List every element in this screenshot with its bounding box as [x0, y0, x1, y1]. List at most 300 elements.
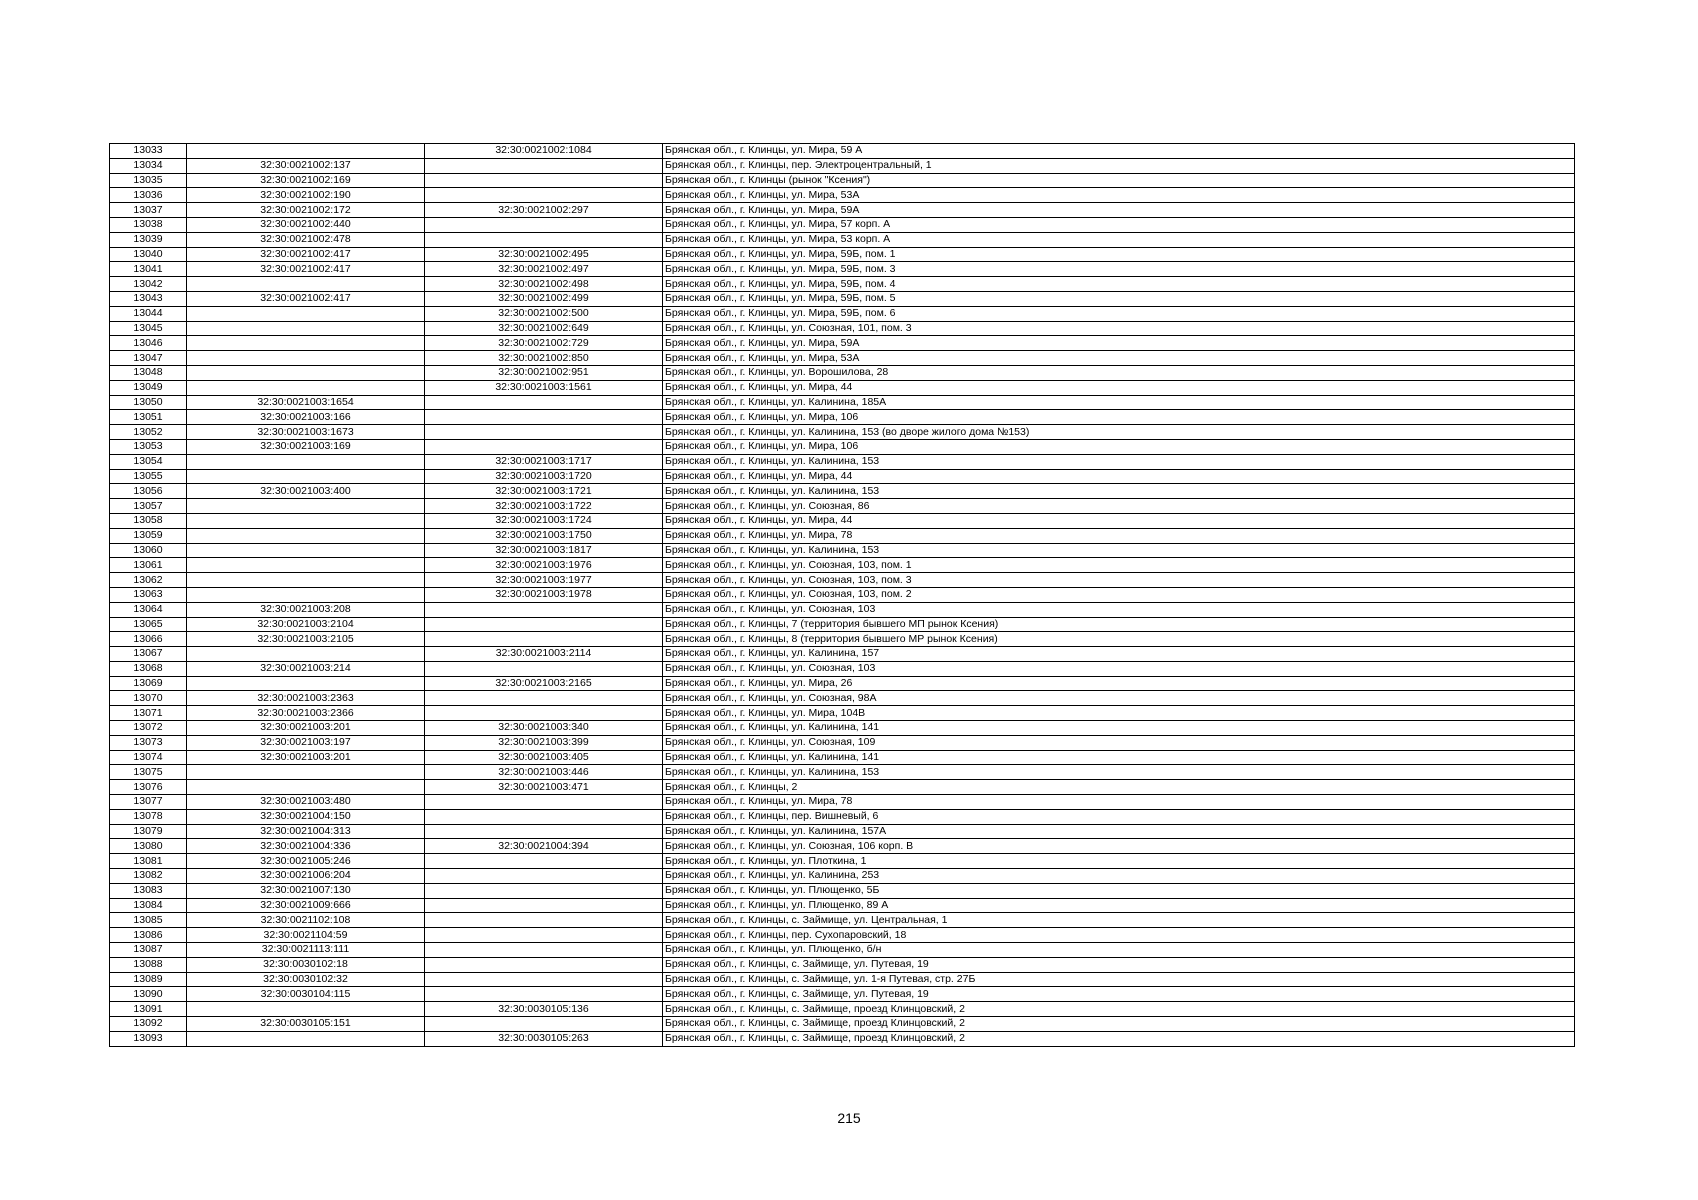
row-number-cell: 13088 — [110, 957, 187, 972]
parcel-cadastral-number-cell — [187, 469, 425, 484]
page-number: 215 — [837, 1110, 861, 1126]
parcel-cadastral-number-cell: 32:30:0021002:417 — [187, 247, 425, 262]
row-number-cell: 13044 — [110, 306, 187, 321]
building-cadastral-number-cell: 32:30:0021003:405 — [425, 750, 663, 765]
building-cadastral-number-cell — [425, 957, 663, 972]
parcel-cadastral-number-cell: 32:30:0021002:440 — [187, 217, 425, 232]
table-row — [110, 943, 1575, 958]
address-cell: Брянская обл., г. Клинцы, ул. Мира, 59А — [663, 336, 1575, 351]
building-cadastral-number-cell — [425, 188, 663, 203]
address-cell: Брянская обл., г. Клинцы, ул. Мира, 59 А — [663, 144, 1575, 159]
address-cell: Брянская обл., г. Клинцы, пер. Электроцентральный, 1 — [663, 158, 1575, 173]
parcel-cadastral-number-cell: 32:30:0021003:400 — [187, 484, 425, 499]
table-row — [110, 173, 1575, 188]
building-cadastral-number-cell: 32:30:0021003:1977 — [425, 573, 663, 588]
table-row — [110, 454, 1575, 469]
building-cadastral-number-cell — [425, 928, 663, 943]
parcel-cadastral-number-cell: 32:30:0021003:2363 — [187, 691, 425, 706]
table-row — [110, 528, 1575, 543]
table-row — [110, 499, 1575, 514]
building-cadastral-number-cell: 32:30:0021003:2114 — [425, 647, 663, 662]
row-number-cell: 13083 — [110, 883, 187, 898]
building-cadastral-number-cell: 32:30:0021003:1721 — [425, 484, 663, 499]
address-cell: Брянская обл., г. Клинцы, ул. Калинина, 153 — [663, 454, 1575, 469]
row-number-cell: 13061 — [110, 558, 187, 573]
building-cadastral-number-cell — [425, 854, 663, 869]
row-number-cell: 13062 — [110, 573, 187, 588]
row-number-cell: 13067 — [110, 647, 187, 662]
parcel-cadastral-number-cell: 32:30:0030102:18 — [187, 957, 425, 972]
address-cell: Брянская обл., г. Клинцы, пер. Сухопаровский, 18 — [663, 928, 1575, 943]
table-row — [110, 898, 1575, 913]
address-cell: Брянская обл., г. Клинцы, ул. Мира, 78 — [663, 795, 1575, 810]
row-number-cell: 13066 — [110, 632, 187, 647]
table-row — [110, 484, 1575, 499]
parcel-cadastral-number-cell — [187, 1031, 425, 1046]
parcel-cadastral-number-cell: 32:30:0021002:417 — [187, 262, 425, 277]
table-row — [110, 972, 1575, 987]
parcel-cadastral-number-cell — [187, 573, 425, 588]
row-number-cell: 13073 — [110, 735, 187, 750]
table-row — [110, 676, 1575, 691]
address-cell: Брянская обл., г. Клинцы, ул. Мира, 59А — [663, 203, 1575, 218]
address-cell: Брянская обл., г. Клинцы, ул. Плющенко, 89 А — [663, 898, 1575, 913]
row-number-cell: 13039 — [110, 232, 187, 247]
building-cadastral-number-cell — [425, 410, 663, 425]
table-row — [110, 706, 1575, 721]
table-row — [110, 513, 1575, 528]
address-cell: Брянская обл., г. Клинцы, ул. Мира, 44 — [663, 380, 1575, 395]
building-cadastral-number-cell: 32:30:0021002:499 — [425, 291, 663, 306]
parcel-cadastral-number-cell: 32:30:0021004:150 — [187, 809, 425, 824]
parcel-cadastral-number-cell — [187, 513, 425, 528]
address-cell: Брянская обл., г. Клинцы, ул. Калинина, 153 (во дворе жилого дома №153) — [663, 425, 1575, 440]
table-row — [110, 913, 1575, 928]
row-number-cell: 13086 — [110, 928, 187, 943]
building-cadastral-number-cell: 32:30:0021003:1720 — [425, 469, 663, 484]
address-cell: Брянская обл., г. Клинцы, ул. Союзная, 103 — [663, 661, 1575, 676]
table-row — [110, 795, 1575, 810]
building-cadastral-number-cell: 32:30:0021002:649 — [425, 321, 663, 336]
address-cell: Брянская обл., г. Клинцы, ул. Мира, 59Б, пом. 1 — [663, 247, 1575, 262]
address-cell: Брянская обл., г. Клинцы, ул. Плющенко, 5Б — [663, 883, 1575, 898]
row-number-cell: 13069 — [110, 676, 187, 691]
address-cell: Брянская обл., г. Клинцы, ул. Мира, 59Б, пом. 5 — [663, 291, 1575, 306]
table-row — [110, 854, 1575, 869]
table-row — [110, 291, 1575, 306]
address-cell: Брянская обл., г. Клинцы, ул. Союзная, 106 корп. В — [663, 839, 1575, 854]
address-cell: Брянская обл., г. Клинцы, пер. Вишневый, 6 — [663, 809, 1575, 824]
row-number-cell: 13048 — [110, 365, 187, 380]
table-row — [110, 380, 1575, 395]
building-cadastral-number-cell: 32:30:0021002:498 — [425, 277, 663, 292]
address-cell: Брянская обл., г. Клинцы, ул. Мира, 53 корп. А — [663, 232, 1575, 247]
row-number-cell: 13065 — [110, 617, 187, 632]
parcel-cadastral-number-cell: 32:30:0021002:137 — [187, 158, 425, 173]
building-cadastral-number-cell: 32:30:0021003:2165 — [425, 676, 663, 691]
row-number-cell: 13045 — [110, 321, 187, 336]
address-cell: Брянская обл., г. Клинцы, ул. Мира, 104В — [663, 706, 1575, 721]
table-row — [110, 425, 1575, 440]
parcel-cadastral-number-cell — [187, 647, 425, 662]
address-cell: Брянская обл., г. Клинцы, ул. Мира, 26 — [663, 676, 1575, 691]
table-row — [110, 957, 1575, 972]
row-number-cell: 13056 — [110, 484, 187, 499]
building-cadastral-number-cell — [425, 439, 663, 454]
row-number-cell: 13035 — [110, 173, 187, 188]
parcel-cadastral-number-cell — [187, 780, 425, 795]
address-cell: Брянская обл., г. Клинцы, ул. Ворошилова, 28 — [663, 365, 1575, 380]
building-cadastral-number-cell — [425, 795, 663, 810]
table-row — [110, 188, 1575, 203]
table-row — [110, 232, 1575, 247]
building-cadastral-number-cell: 32:30:0021003:1561 — [425, 380, 663, 395]
parcel-cadastral-number-cell — [187, 365, 425, 380]
address-cell: Брянская обл., г. Клинцы, ул. Мира, 59Б, пом. 3 — [663, 262, 1575, 277]
table-row — [110, 558, 1575, 573]
building-cadastral-number-cell — [425, 661, 663, 676]
table-row — [110, 217, 1575, 232]
row-number-cell: 13054 — [110, 454, 187, 469]
address-cell: Брянская обл., г. Клинцы, ул. Союзная, 103 — [663, 602, 1575, 617]
address-cell: Брянская обл., г. Клинцы, ул. Калинина, 157А — [663, 824, 1575, 839]
address-cell: Брянская обл., г. Клинцы, ул. Калинина, 141 — [663, 721, 1575, 736]
building-cadastral-number-cell — [425, 232, 663, 247]
table-row — [110, 661, 1575, 676]
parcel-cadastral-number-cell: 32:30:0021003:480 — [187, 795, 425, 810]
row-number-cell: 13050 — [110, 395, 187, 410]
table-row — [110, 262, 1575, 277]
row-number-cell: 13082 — [110, 869, 187, 884]
address-cell: Брянская обл., г. Клинцы, ул. Мира, 106 — [663, 439, 1575, 454]
table-row — [110, 809, 1575, 824]
building-cadastral-number-cell: 32:30:0021003:1722 — [425, 499, 663, 514]
building-cadastral-number-cell — [425, 972, 663, 987]
table-row — [110, 1017, 1575, 1032]
address-cell: Брянская обл., г. Клинцы, с. Займище, проезд Клинцовский, 2 — [663, 1002, 1575, 1017]
parcel-cadastral-number-cell: 32:30:0021007:130 — [187, 883, 425, 898]
row-number-cell: 13051 — [110, 410, 187, 425]
table-row — [110, 395, 1575, 410]
building-cadastral-number-cell: 32:30:0021002:497 — [425, 262, 663, 277]
row-number-cell: 13064 — [110, 602, 187, 617]
address-cell: Брянская обл., г. Клинцы, ул. Союзная, 86 — [663, 499, 1575, 514]
parcel-cadastral-number-cell: 32:30:0021003:214 — [187, 661, 425, 676]
parcel-cadastral-number-cell: 32:30:0021002:172 — [187, 203, 425, 218]
parcel-cadastral-number-cell: 32:30:0021003:2105 — [187, 632, 425, 647]
table-row — [110, 602, 1575, 617]
building-cadastral-number-cell: 32:30:0021002:1084 — [425, 144, 663, 159]
building-cadastral-number-cell: 32:30:0021002:951 — [425, 365, 663, 380]
row-number-cell: 13040 — [110, 247, 187, 262]
row-number-cell: 13092 — [110, 1017, 187, 1032]
row-number-cell: 13046 — [110, 336, 187, 351]
parcel-cadastral-number-cell: 32:30:0021009:666 — [187, 898, 425, 913]
row-number-cell: 13078 — [110, 809, 187, 824]
row-number-cell: 13041 — [110, 262, 187, 277]
address-cell: Брянская обл., г. Клинцы, с. Займище, проезд Клинцовский, 2 — [663, 1017, 1575, 1032]
row-number-cell: 13090 — [110, 987, 187, 1002]
building-cadastral-number-cell: 32:30:0021003:340 — [425, 721, 663, 736]
parcel-cadastral-number-cell: 32:30:0021003:1654 — [187, 395, 425, 410]
table-row — [110, 987, 1575, 1002]
address-cell: Брянская обл., г. Клинцы, с. Займище, ул. Центральная, 1 — [663, 913, 1575, 928]
table-row — [110, 247, 1575, 262]
table-row — [110, 469, 1575, 484]
parcel-cadastral-number-cell: 32:30:0021002:169 — [187, 173, 425, 188]
parcel-cadastral-number-cell — [187, 380, 425, 395]
address-cell: Брянская обл., г. Клинцы, ул. Калинина, 253 — [663, 869, 1575, 884]
table-row — [110, 750, 1575, 765]
building-cadastral-number-cell: 32:30:0021003:1717 — [425, 454, 663, 469]
table-row — [110, 277, 1575, 292]
row-number-cell: 13049 — [110, 380, 187, 395]
row-number-cell: 13077 — [110, 795, 187, 810]
parcel-cadastral-number-cell — [187, 543, 425, 558]
parcel-cadastral-number-cell: 32:30:0030102:32 — [187, 972, 425, 987]
address-cell: Брянская обл., г. Клинцы (рынок "Ксения") — [663, 173, 1575, 188]
parcel-cadastral-number-cell — [187, 676, 425, 691]
parcel-cadastral-number-cell — [187, 587, 425, 602]
building-cadastral-number-cell: 32:30:0021002:850 — [425, 351, 663, 366]
building-cadastral-number-cell — [425, 943, 663, 958]
parcel-cadastral-number-cell — [187, 277, 425, 292]
building-cadastral-number-cell: 32:30:0021002:495 — [425, 247, 663, 262]
row-number-cell: 13085 — [110, 913, 187, 928]
parcel-cadastral-number-cell — [187, 499, 425, 514]
table-row — [110, 721, 1575, 736]
building-cadastral-number-cell: 32:30:0021003:1750 — [425, 528, 663, 543]
table-row — [110, 617, 1575, 632]
row-number-cell: 13070 — [110, 691, 187, 706]
row-number-cell: 13071 — [110, 706, 187, 721]
row-number-cell: 13055 — [110, 469, 187, 484]
parcel-cadastral-number-cell: 32:30:0021003:2104 — [187, 617, 425, 632]
building-cadastral-number-cell: 32:30:0021003:471 — [425, 780, 663, 795]
building-cadastral-number-cell: 32:30:0030105:263 — [425, 1031, 663, 1046]
registry-table-body — [110, 144, 1575, 1047]
row-number-cell: 13087 — [110, 943, 187, 958]
address-cell: Брянская обл., г. Клинцы, ул. Калинина, 157 — [663, 647, 1575, 662]
building-cadastral-number-cell: 32:30:0021003:1976 — [425, 558, 663, 573]
parcel-cadastral-number-cell — [187, 765, 425, 780]
row-number-cell: 13063 — [110, 587, 187, 602]
table-row — [110, 928, 1575, 943]
parcel-cadastral-number-cell — [187, 558, 425, 573]
row-number-cell: 13058 — [110, 513, 187, 528]
address-cell: Брянская обл., г. Клинцы, с. Займище, ул. 1-я Путевая, стр. 27Б — [663, 972, 1575, 987]
address-cell: Брянская обл., г. Клинцы, ул. Мира, 106 — [663, 410, 1575, 425]
building-cadastral-number-cell — [425, 691, 663, 706]
parcel-cadastral-number-cell: 32:30:0021006:204 — [187, 869, 425, 884]
building-cadastral-number-cell — [425, 706, 663, 721]
table-row — [110, 869, 1575, 884]
row-number-cell: 13043 — [110, 291, 187, 306]
row-number-cell: 13038 — [110, 217, 187, 232]
building-cadastral-number-cell — [425, 158, 663, 173]
address-cell: Брянская обл., г. Клинцы, ул. Союзная, 103, пом. 2 — [663, 587, 1575, 602]
address-cell: Брянская обл., г. Клинцы, ул. Союзная, 103, пом. 1 — [663, 558, 1575, 573]
address-cell: Брянская обл., г. Клинцы, ул. Союзная, 101, пом. 3 — [663, 321, 1575, 336]
row-number-cell: 13047 — [110, 351, 187, 366]
address-cell: Брянская обл., г. Клинцы, ул. Калинина, 153 — [663, 765, 1575, 780]
address-cell: Брянская обл., г. Клинцы, ул. Калинина, 141 — [663, 750, 1575, 765]
address-cell: Брянская обл., г. Клинцы, 7 (территория бывшего МП рынок Ксения) — [663, 617, 1575, 632]
building-cadastral-number-cell — [425, 987, 663, 1002]
building-cadastral-number-cell — [425, 632, 663, 647]
registry-table — [109, 143, 1575, 1047]
address-cell: Брянская обл., г. Клинцы, ул. Союзная, 103, пом. 3 — [663, 573, 1575, 588]
address-cell: Брянская обл., г. Клинцы, ул. Мира, 78 — [663, 528, 1575, 543]
building-cadastral-number-cell — [425, 395, 663, 410]
address-cell: Брянская обл., г. Клинцы, ул. Плоткина, 1 — [663, 854, 1575, 869]
address-cell: Брянская обл., г. Клинцы, ул. Калинина, 153 — [663, 484, 1575, 499]
table-row — [110, 1031, 1575, 1046]
address-cell: Брянская обл., г. Клинцы, ул. Мира, 44 — [663, 469, 1575, 484]
row-number-cell: 13079 — [110, 824, 187, 839]
building-cadastral-number-cell: 32:30:0030105:136 — [425, 1002, 663, 1017]
building-cadastral-number-cell — [425, 809, 663, 824]
table-row — [110, 647, 1575, 662]
parcel-cadastral-number-cell: 32:30:0021002:417 — [187, 291, 425, 306]
parcel-cadastral-number-cell — [187, 1002, 425, 1017]
parcel-cadastral-number-cell: 32:30:0021003:197 — [187, 735, 425, 750]
parcel-cadastral-number-cell: 32:30:0030104:115 — [187, 987, 425, 1002]
row-number-cell: 13052 — [110, 425, 187, 440]
row-number-cell: 13072 — [110, 721, 187, 736]
table-row — [110, 158, 1575, 173]
parcel-cadastral-number-cell: 32:30:0021002:478 — [187, 232, 425, 247]
parcel-cadastral-number-cell — [187, 528, 425, 543]
row-number-cell: 13091 — [110, 1002, 187, 1017]
table-row — [110, 587, 1575, 602]
table-row — [110, 144, 1575, 159]
address-cell: Брянская обл., г. Клинцы, ул. Мира, 57 корп. А — [663, 217, 1575, 232]
building-cadastral-number-cell — [425, 173, 663, 188]
parcel-cadastral-number-cell: 32:30:0021003:201 — [187, 721, 425, 736]
table-row — [110, 735, 1575, 750]
table-row — [110, 306, 1575, 321]
address-cell: Брянская обл., г. Клинцы, ул. Мира, 59Б, пом. 6 — [663, 306, 1575, 321]
building-cadastral-number-cell — [425, 617, 663, 632]
row-number-cell: 13033 — [110, 144, 187, 159]
table-row — [110, 780, 1575, 795]
building-cadastral-number-cell — [425, 898, 663, 913]
table-row — [110, 1002, 1575, 1017]
row-number-cell: 13060 — [110, 543, 187, 558]
parcel-cadastral-number-cell — [187, 336, 425, 351]
table-row — [110, 543, 1575, 558]
building-cadastral-number-cell — [425, 602, 663, 617]
row-number-cell: 13075 — [110, 765, 187, 780]
building-cadastral-number-cell: 32:30:0021003:1978 — [425, 587, 663, 602]
table-row — [110, 632, 1575, 647]
address-cell: Брянская обл., г. Клинцы, ул. Мира, 53А — [663, 351, 1575, 366]
building-cadastral-number-cell — [425, 1017, 663, 1032]
building-cadastral-number-cell — [425, 913, 663, 928]
row-number-cell: 13059 — [110, 528, 187, 543]
parcel-cadastral-number-cell: 32:30:0021002:190 — [187, 188, 425, 203]
address-cell: Брянская обл., г. Клинцы, ул. Калинина, 185А — [663, 395, 1575, 410]
building-cadastral-number-cell: 32:30:0021004:394 — [425, 839, 663, 854]
table-row — [110, 365, 1575, 380]
row-number-cell: 13084 — [110, 898, 187, 913]
parcel-cadastral-number-cell: 32:30:0021113:111 — [187, 943, 425, 958]
address-cell: Брянская обл., г. Клинцы, ул. Мира, 59Б, пом. 4 — [663, 277, 1575, 292]
parcel-cadastral-number-cell: 32:30:0021104:59 — [187, 928, 425, 943]
table-row — [110, 351, 1575, 366]
table-row — [110, 321, 1575, 336]
building-cadastral-number-cell — [425, 824, 663, 839]
row-number-cell: 13081 — [110, 854, 187, 869]
parcel-cadastral-number-cell: 32:30:0021003:2366 — [187, 706, 425, 721]
table-row — [110, 691, 1575, 706]
table-row — [110, 336, 1575, 351]
building-cadastral-number-cell: 32:30:0021002:729 — [425, 336, 663, 351]
row-number-cell: 13036 — [110, 188, 187, 203]
building-cadastral-number-cell: 32:30:0021002:297 — [425, 203, 663, 218]
parcel-cadastral-number-cell: 32:30:0021003:201 — [187, 750, 425, 765]
table-row — [110, 883, 1575, 898]
row-number-cell: 13053 — [110, 439, 187, 454]
building-cadastral-number-cell — [425, 425, 663, 440]
row-number-cell: 13074 — [110, 750, 187, 765]
table-row — [110, 573, 1575, 588]
parcel-cadastral-number-cell: 32:30:0021005:246 — [187, 854, 425, 869]
parcel-cadastral-number-cell — [187, 454, 425, 469]
row-number-cell: 13093 — [110, 1031, 187, 1046]
address-cell: Брянская обл., г. Клинцы, 8 (территория бывшего МР рынок Ксения) — [663, 632, 1575, 647]
parcel-cadastral-number-cell — [187, 321, 425, 336]
address-cell: Брянская обл., г. Клинцы, с. Займище, ул. Путевая, 19 — [663, 987, 1575, 1002]
address-cell: Брянская обл., г. Клинцы, ул. Союзная, 98А — [663, 691, 1575, 706]
table-row — [110, 839, 1575, 854]
row-number-cell: 13034 — [110, 158, 187, 173]
parcel-cadastral-number-cell: 32:30:0021003:1673 — [187, 425, 425, 440]
table-row — [110, 824, 1575, 839]
building-cadastral-number-cell: 32:30:0021003:1817 — [425, 543, 663, 558]
building-cadastral-number-cell — [425, 869, 663, 884]
parcel-cadastral-number-cell: 32:30:0021004:313 — [187, 824, 425, 839]
row-number-cell: 13068 — [110, 661, 187, 676]
table-row — [110, 203, 1575, 218]
parcel-cadastral-number-cell: 32:30:0021003:169 — [187, 439, 425, 454]
building-cadastral-number-cell: 32:30:0021003:446 — [425, 765, 663, 780]
building-cadastral-number-cell: 32:30:0021002:500 — [425, 306, 663, 321]
row-number-cell: 13076 — [110, 780, 187, 795]
row-number-cell: 13042 — [110, 277, 187, 292]
building-cadastral-number-cell: 32:30:0021003:1724 — [425, 513, 663, 528]
address-cell: Брянская обл., г. Клинцы, ул. Мира, 44 — [663, 513, 1575, 528]
row-number-cell: 13057 — [110, 499, 187, 514]
address-cell: Брянская обл., г. Клинцы, с. Займище, проезд Клинцовский, 2 — [663, 1031, 1575, 1046]
table-row — [110, 410, 1575, 425]
parcel-cadastral-number-cell: 32:30:0021003:166 — [187, 410, 425, 425]
building-cadastral-number-cell: 32:30:0021003:399 — [425, 735, 663, 750]
address-cell: Брянская обл., г. Клинцы, 2 — [663, 780, 1575, 795]
parcel-cadastral-number-cell: 32:30:0021102:108 — [187, 913, 425, 928]
address-cell: Брянская обл., г. Клинцы, с. Займище, ул. Путевая, 19 — [663, 957, 1575, 972]
address-cell: Брянская обл., г. Клинцы, ул. Союзная, 109 — [663, 735, 1575, 750]
building-cadastral-number-cell — [425, 217, 663, 232]
row-number-cell: 13037 — [110, 203, 187, 218]
address-cell: Брянская обл., г. Клинцы, ул. Плющенко, б/н — [663, 943, 1575, 958]
address-cell: Брянская обл., г. Клинцы, ул. Калинина, 153 — [663, 543, 1575, 558]
row-number-cell: 13089 — [110, 972, 187, 987]
table-row — [110, 439, 1575, 454]
address-cell: Брянская обл., г. Клинцы, ул. Мира, 53А — [663, 188, 1575, 203]
parcel-cadastral-number-cell: 32:30:0021004:336 — [187, 839, 425, 854]
